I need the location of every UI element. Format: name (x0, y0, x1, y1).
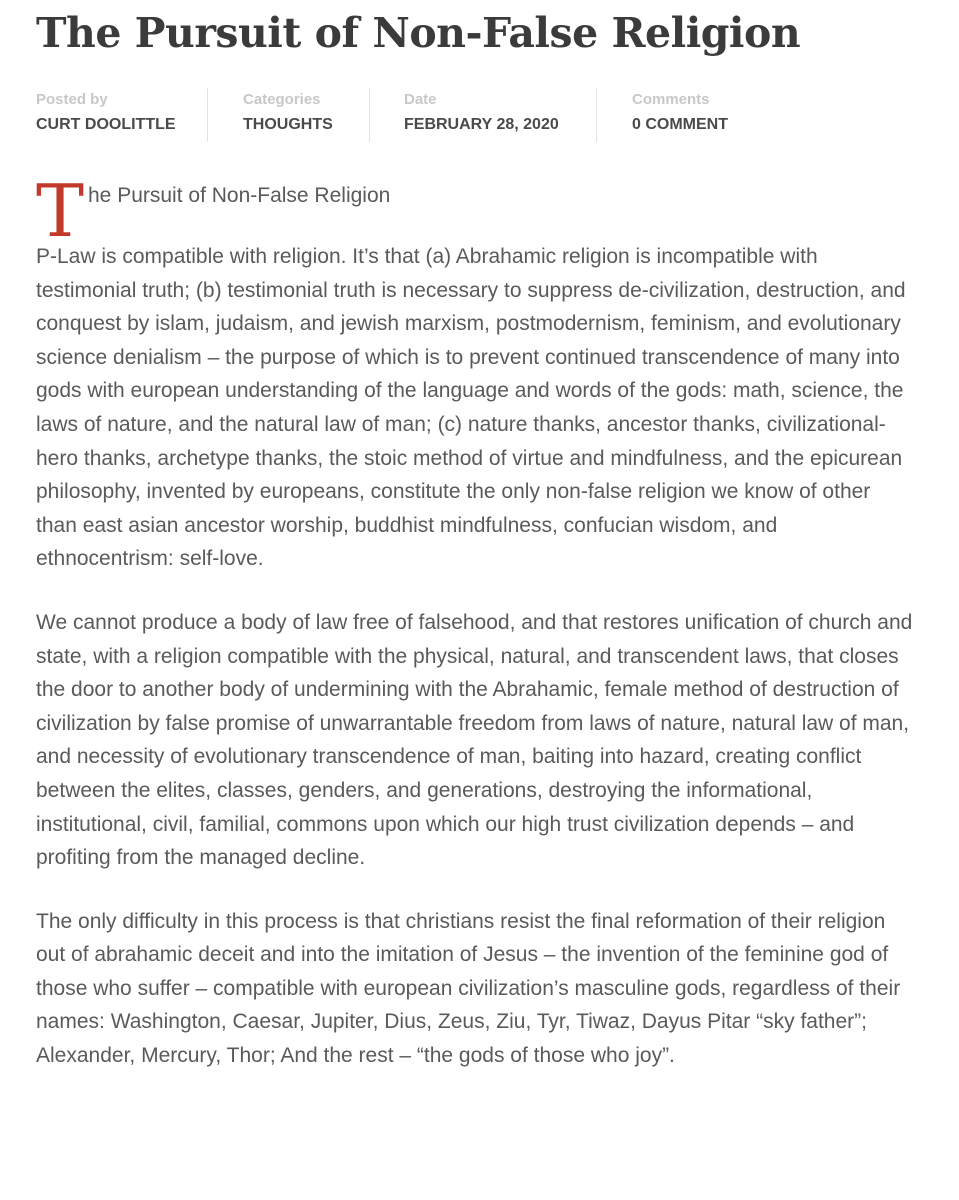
body-paragraph: P-Law is compatible with religion. It’s that (a) Abrahamic religion is incompatible with testimonial truth; (b) testimonial truth is necessary to suppress de-civilization, destruction, and conquest by islam, judaism, and jewish marxism, postmodernism, feminism, and evolutionary science denialism – the purpose of which is to prevent continued transcendence of many into gods with european understanding of the language and words of the gods: math, science, the laws of nature, and the natural law of man; (c) nature thanks, ancestor thanks, civilizational-hero thanks, archetype thanks, the stoic method of virtue and mindfulness, and the epicurean philosophy, invented by europeans, constitute the only non-false religion we know of other than east asian ancestor worship, buddhist mindfulness, confucian wisdom, and ethnocentrism: self-love. (36, 245, 906, 571)
article-body (36, 169, 916, 1103)
meta-divider (596, 88, 597, 142)
meta-date-value: FEBRUARY 28, 2020 (404, 116, 559, 133)
meta-divider (369, 88, 370, 142)
body-paragraph: The only difficulty in this process is that christians resist the final reformation of their religion out of abrahamic deceit and into the imitation of Jesus – the invention of the feminine god of those who suffer – compatible with european civilization’s masculine gods, regardless of their names: Washington, Caesar, Jupiter, Dius, Zeus, Ziu, Tyr, Tiwaz, Dayus Pitar “sky father”; Alexander, Mercury, Thor; And the rest – “the gods of those who joy”. (36, 909, 901, 1068)
meta-posted-by-label: Posted by (36, 91, 108, 108)
page-title: The Pursuit of Non-False Religion (36, 9, 801, 57)
meta-categories (243, 88, 333, 138)
post-meta (0, 88, 959, 144)
meta-divider (207, 88, 208, 142)
meta-date (404, 88, 559, 138)
meta-comments-link[interactable]: 0 COMMENT (632, 116, 728, 133)
meta-date-label: Date (404, 91, 437, 108)
meta-category-link[interactable]: THOUGHTS (243, 116, 333, 133)
body-paragraph: We cannot produce a body of law free of falsehood, and that restores unification of church and state, with a religion compatible with the physical, natural, and transcendent laws, that closes the door to another body of undermining with the Abrahamic, female method of destruction of civilization by false promise of unwarrantable freedom from laws of nature, natural law of man, and necessity of evolutionary transcendence of man, baiting into hazard, creating conflict between the elites, classes, genders, and generations, destroying the informational, institutional, civil, familial, commons upon which our high trust civilization depends – and profiting from the managed decline. (36, 610, 913, 870)
meta-comments-label: Comments (632, 91, 710, 108)
meta-author-link[interactable]: CURT DOOLITTLE (36, 116, 176, 133)
dropcap-letter: T (36, 169, 85, 253)
meta-comments (632, 88, 728, 138)
lead-line (36, 169, 916, 253)
meta-posted-by (36, 88, 176, 138)
lead-text: he Pursuit of Non-False Religion (88, 184, 391, 207)
meta-categories-label: Categories (243, 91, 321, 108)
